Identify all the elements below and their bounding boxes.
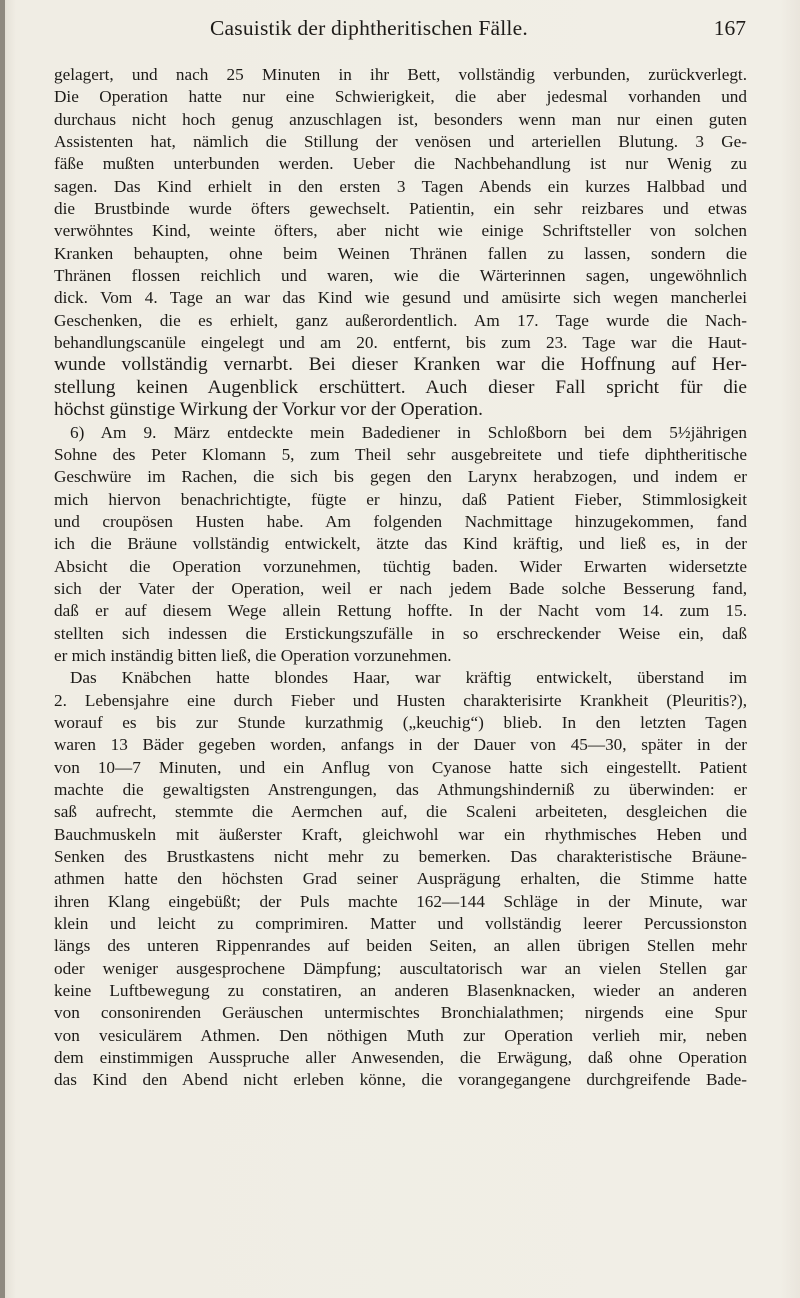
- text-line: Thränen flossen reichlich und waren, wie die Wärterinnen sagen, ungewöhnlich: [54, 266, 747, 286]
- text-line: die Brustbinde wurde öfters gewechselt. Patientin, ein sehr reizbares und etwas: [54, 199, 747, 219]
- page-binding-edge: [0, 0, 5, 1298]
- text-line: Sohne des Peter Klomann 5, zum Theil sehr ausgebreitete und tiefe diphtheritische: [54, 444, 747, 464]
- text-line: verwöhntes Kind, weinte öfters, aber nicht wie einige Schriftsteller von solchen: [54, 221, 747, 241]
- text-line: durchaus nicht hoch genug anzuschlagen ist, besonders wenn man nur einen guten: [54, 109, 747, 129]
- text-line: sich der Vater der Operation, weil er nach jedem Bade solche Besserung fand,: [54, 578, 747, 598]
- text-line: fäße mußten unterbunden werden. Ueber die Nachbehandlung ist nur Wenig zu: [54, 154, 747, 174]
- text-line: worauf es bis zur Stunde kurzathmig („keuchig“) blieb. In den letzten Tagen: [54, 712, 747, 732]
- text-line: Senken des Brustkastens nicht mehr zu bemerken. Das charakteristische Bräune-: [54, 847, 747, 867]
- page-header: [0, 16, 800, 56]
- text-line: Geschenken, die es erhielt, ganz außerordentlich. Am 17. Tage wurde die Nach-: [54, 310, 747, 330]
- text-line: von consonirenden Geräuschen untermischtes Bronchialathmen; nirgends eine Spur: [54, 1003, 747, 1023]
- text-line: höchst günstige Wirkung der Vorkur vor der Operation.: [54, 399, 483, 421]
- text-line: ich die Bräune vollständig entwickelt, ätzte das Kind kräftig, und ließ es, in der: [54, 534, 747, 554]
- text-line: von 10—7 Minuten, und ein Anflug von Cyanose hatte sich eingestellt. Patient: [54, 757, 747, 777]
- text-line: Die Operation hatte nur eine Schwierigkeit, die aber jedesmal vorhanden und: [54, 87, 747, 107]
- text-line: ihren Klang eingebüßt; der Puls machte 162—144 Schläge in der Minute, war: [54, 891, 747, 911]
- text-line: machte die gewaltigsten Anstrengungen, das Athmungshinderniß zu überwinden: er: [54, 780, 747, 799]
- body-text: [54, 64, 747, 1114]
- text-line: er mich inständig bitten ließ, die Operation vorzunehmen.: [54, 645, 452, 665]
- text-line: behandlungscanüle eingelegt und am 20. entfernt, bis zum 23. Tage war die Haut-: [54, 333, 747, 353]
- text-line: 6) Am 9. März entdeckte mein Badediener in Schloßborn bei dem 5½jährigen: [70, 422, 747, 442]
- text-line: Absicht die Operation vorzunehmen, tüchtig baden. Wider Erwarten widersetzte: [54, 556, 747, 576]
- text-line: klein und leicht zu comprimiren. Matter und vollständig leerer Percussionston: [54, 914, 747, 934]
- text-line: stellten sich indessen die Erstickungszufälle in so erschreckender Weise ein, daß: [54, 623, 747, 643]
- text-line: dem einstimmigen Ausspruche aller Anwesenden, die Erwägung, daß ohne Operation: [54, 1048, 747, 1068]
- page-number: 167: [713, 16, 746, 40]
- text-line: daß er auf diesem Wege allein Rettung hoffte. In der Nacht vom 14. zum 15.: [54, 601, 747, 621]
- text-line: Das Knäbchen hatte blondes Haar, war kräftig entwickelt, überstand im: [70, 668, 747, 688]
- text-line: Bauchmuskeln mit äußerster Kraft, gleichwohl war ein rhythmisches Heben und: [54, 824, 747, 844]
- text-line: 2. Lebensjahre eine durch Fieber und Husten charakterisirte Krankheit (Pleuritis?),: [54, 690, 747, 710]
- text-line: längs des unteren Rippenrandes auf beiden Seiten, an allen übrigen Stellen mehr: [54, 936, 747, 956]
- text-line: stellung keinen Augenblick erschüttert. Auch dieser Fall spricht für die: [54, 376, 747, 398]
- text-line: Kranken behaupten, ohne beim Weinen Thränen fallen zu lassen, sondern die: [54, 243, 747, 263]
- text-line: waren 13 Bäder gegeben worden, anfangs in der Dauer von 45—30, später in der: [54, 735, 747, 755]
- text-line: sagen. Das Kind erhielt in den ersten 3 Tagen Abends ein kurzes Halbbad und: [54, 176, 747, 196]
- text-line: mich hiervon benachrichtigte, fügte er hinzu, daß Patient Fieber, Stimmlosigkeit: [54, 489, 747, 509]
- text-line: oder weniger ausgesprochene Dämpfung; auscultatorisch war an vielen Stellen gar: [54, 958, 747, 978]
- text-line: das Kind den Abend nicht erleben könne, die vorangegangene durchgreifende Bade-: [54, 1070, 747, 1090]
- text-line: wunde vollständig vernarbt. Bei dieser Kranken war die Hoffnung auf Her-: [54, 354, 747, 376]
- text-line: gelagert, und nach 25 Minuten in ihr Bett, vollständig verbunden, zurückverlegt.: [54, 65, 747, 84]
- text-line: und croupösen Husten habe. Am folgenden Nachmittage hinzugekommen, fand: [54, 511, 747, 531]
- text-line: von vesiculärem Athmen. Den nöthigen Muth zur Operation verlieh mir, neben: [54, 1025, 747, 1045]
- text-line: [54, 1092, 747, 1114]
- text-line: keine Luftbewegung zu constatiren, an anderen Blasenknacken, wieder an anderen: [54, 981, 747, 1001]
- text-line: dick. Vom 4. Tage an war das Kind wie gesund und amüsirte sich wegen mancherlei: [54, 288, 747, 308]
- text-line: Geschwüre im Rachen, die sich bis gegen den Larynx herabzogen, und indem er: [54, 467, 747, 487]
- text-line: saß aufrecht, stemmte die Aermchen auf, die Scaleni arbeiteten, desgleichen die: [54, 802, 747, 822]
- text-line: athmen hatte den höchsten Grad seiner Ausprägung erhalten, die Stimme hatte: [54, 869, 747, 889]
- running-title: Casuistik der diphtheritischen Fälle.: [210, 16, 528, 40]
- text-line: Assistenten hat, nämlich die Stillung der venösen und arteriellen Blutung. 3 Ge-: [54, 132, 747, 152]
